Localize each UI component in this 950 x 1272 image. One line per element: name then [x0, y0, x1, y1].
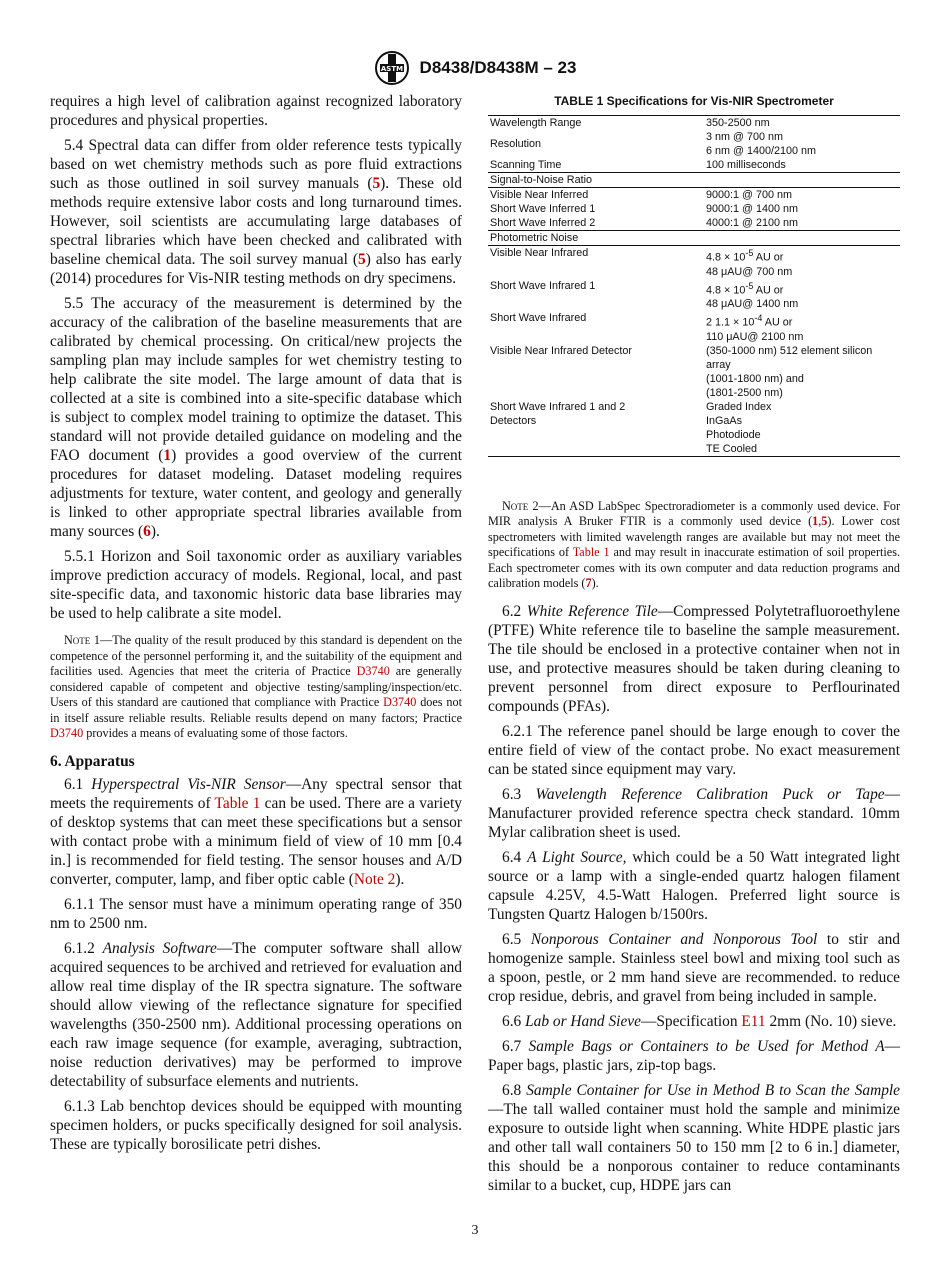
table-1-link[interactable]: Table 1 — [572, 545, 610, 560]
reference-link[interactable]: 5 — [821, 514, 828, 529]
page-number: 3 — [471, 1223, 479, 1238]
note-2: Note 2—An ASD LabSpec Spectroradiometer is a commonly used device. For MIR analysis A Bruker FTIR is a commonly used device (1,5). Lower cost spectrometers with limited wavelength ranges are available but may not meet the specifications of Table 1 and may result in inaccurate estimation of soil properties. Each spectrometer comes with its own computer and data reduction programs and calibration models (7). — [488, 498, 901, 591]
reference-link[interactable]: 7 — [585, 576, 592, 591]
table-row: Wavelength Range 350-2500 nm — [488, 116, 900, 131]
table-row: Scanning Time 100 milliseconds — [490, 159, 786, 171]
paragraph-6-7: 6.7 Sample Bags or Containers to be Used for Method A—Paper bags, plastic jars, zip-top bags. — [488, 1037, 900, 1074]
paragraph-6-6: 6.6 Lab or Hand Sieve—Specification E11 2mm (No. 10) sieve. — [502, 1012, 897, 1030]
table-row: Photometric Noise — [488, 231, 900, 246]
table-row: Signal-to-Noise Ratio — [488, 173, 900, 188]
reference-link[interactable]: 1 — [163, 447, 172, 464]
table-title: TABLE 1 Specifications for Vis-NIR Spectrometer — [554, 94, 834, 108]
paragraph-6-2: 6.2 White Reference Tile—Compressed Polytetrafluoroethylene (PTFE) White reference tile to baseline the sample measurement. The tile should be enclosed in a protective container when not in use, and protective measures should be taken during cleaning to prevent personnel from direct exposure to Perflourinated compounds (PFAs). — [488, 602, 900, 715]
right-column — [488, 92, 900, 1201]
reference-link[interactable]: 1 — [812, 514, 819, 529]
standard-link-e11[interactable]: E11 — [741, 1012, 766, 1030]
paragraph-5-5-1: 5.5.1 Horizon and Soil taxonomic order as auxiliary variables improve prediction accuracy of models. Regional, local, and past site-specific data, and taxonomic historic data base libraries may be used to help calibrate a site model. — [50, 548, 462, 622]
note-2-link[interactable]: Note 2 — [353, 870, 396, 888]
reference-link[interactable]: 5 — [372, 175, 381, 192]
table-row: Short Wave Inferred 1 9000:1 @ 1400 nm — [490, 203, 799, 215]
table-row: Short Wave Infrared 1 and 2 Detectors Graded Index InGaAs Photodiode TE Cooled — [488, 400, 900, 457]
standard-link-d3740[interactable]: D3740 — [356, 664, 390, 678]
standard-link-d3740[interactable]: D3740 — [383, 695, 417, 709]
paragraph-5-3-continued: requires a high level of calibration against recognized laboratory procedures and physical properties. — [50, 93, 462, 129]
left-column — [50, 92, 462, 1160]
table-row: Short Wave Infrared 1 $4.8 \times 10^{-5}$ AU or 48 μAU@ 1400 nm — [490, 279, 799, 311]
paragraph-6-1-3: 6.1.3 Lab benchtop devices should be equipped with mounting specimen holders, or pucks specifically designed for soil analysis. These are typically borosilicate petri dishes. — [50, 1097, 462, 1153]
paragraph-6-1: 6.1 Hyperspectral Vis-NIR Sensor—Any spectral sensor that meets the requirements of Table 1 can be used. There are a variety of desktop systems that can meet these specifications but a sensor with contact probe with a minimum field of view of 10 mm [0.4 in.] is recommended for field testing. The sensor houses and A/D converter, computer, lamp, and fiber optic cable (Note 2). — [50, 775, 462, 888]
reference-link[interactable]: 6 — [143, 523, 151, 540]
paragraph-5-5: 5.5 The accuracy of the measurement is determined by the accuracy of the calibration of the baseline measurements that are calibrated by chemical processing. On critical/new projects the sampling plan may include samples for wet chemistry testing to help calibrate the site model. The large amount of data that is collected at a site is combined into a site-specific database which is subject to complex model training to optimize the dataset. This standard will not provide detailed guidance on modeling and the FAO document (1) provides a good overview of the current procedures for dataset modeling. Dataset modeling requires adjustments for texture, water content, and geology and generally is linked to other appropriate spectral libraries available from many sources (6). — [50, 295, 462, 540]
paragraph-5-4: 5.4 Spectral data can differ from older reference tests typically based on wet chemistry methods such as pore fluid extractions such as those outlined in soil survey manuals (5). These old methods require extensive labor costs and long turnaround times. However, soil scientists are accumulating large databases of spectral libraries which have been checked and calibrated with baseline chemical data. The soil survey manual (5) also has early (2014) procedures for Vis-NIR testing methods on dry specimens. — [50, 137, 462, 287]
standard-link-d3740[interactable]: D3740 — [50, 726, 84, 740]
table-row: Visible Near Inferred 9000:1 @ 700 nm — [488, 188, 900, 203]
table-row: Visible Near Infrared Detector (350-1000 nm) 512 element silicon array (1001-1800 nm) and (1801-2500 nm) — [490, 344, 873, 399]
table-row: Resolution 3 nm @ 700 nm 6 nm @ 1400/2100 nm — [490, 131, 816, 157]
section-heading-apparatus: 6. Apparatus — [50, 752, 135, 770]
paragraph-6-3: 6.3 Wavelength Reference Calibration Puck or Tape—Manufacturer provided reference spectra check standard. 10mm Mylar calibration sheet is used. — [488, 785, 900, 841]
table-row: Visible Near Infrared $4.8 \times 10^{-5}$ AU or 48 μAU@ 700 nm — [488, 246, 900, 279]
paragraph-6-8: 6.8 Sample Container for Use in Method B to Scan the Sample—The tall walled container must hold the sample and minimize exposure to outside light when scanning. White HDPE plastic jars and other tall wall containers 50 to 150 mm [2 to 6 in.] diameter, this should be a nonporous container to reduce contaminants similar to a bucket, cup, HDPE jars can — [488, 1081, 900, 1194]
document-designation: D8438/D8438M – 23 — [419, 58, 577, 77]
note-1: Note 1—The quality of the result produced by this standard is dependent on the competence of the personnel performing it, and the suitability of the equipment and facilities used. Agencies that meet the criteria of Practice D3740 are generally considered capable of competent and objective testing/sampling/inspection/etc. Users of this standard are cautioned that compliance with Practice D3740 does not in itself assure reliable results. Reliable results depend on many factors; Practice D3740 provides a means of evaluating some of those factors. — [50, 633, 463, 740]
table-row: Short Wave Inferred 2 4000:1 @ 2100 nm — [490, 217, 799, 229]
table-row: Short Wave Infrared 2 $1.1 \times 10^{-4}$ AU or 110 μAU@ 2100 nm — [490, 312, 804, 343]
spec-table — [488, 115, 900, 457]
reference-link[interactable]: 5 — [358, 251, 366, 268]
paragraph-6-1-1: 6.1.1 The sensor must have a minimum operating range of 350 nm to 2500 nm. — [50, 895, 462, 932]
paragraph-6-5: 6.5 Nonporous Container and Nonporous Tool to stir and homogenize sample. Stainless steel bowl and mixing tool such as a spoon, pestle, or 2 mm hand sieve are recommended. to reduce crop residue, debris, and gravel from being included in sample. — [488, 930, 901, 1005]
paragraph-6-4: 6.4 A Light Source, which could be a 50 Watt integrated light source or a lamp with a single-ended quartz halogen filament capsule 4.25V, 4.5-Watt Halogen. Preferred light source is Tungsten Quartz Halogen b/1500rs. — [488, 848, 900, 923]
paragraph-6-2-1: 6.2.1 The reference panel should be large enough to cover the entire field of view of the contact probe. No exact measurement can be stated since equipment may vary. — [488, 722, 900, 778]
table-1-link[interactable]: Table 1 — [214, 794, 261, 812]
page-header — [0, 50, 950, 86]
astm-logo-text: ASTM — [380, 65, 403, 73]
astm-logo-icon — [374, 50, 410, 86]
paragraph-6-1-2: 6.1.2 Analysis Software—The computer software shall allow acquired sequences to be archived and retrieved for evaluation and allow real time display of the IR spectra signature. The software should allow viewing of the reflectance signature for specified wavelengths (350-2500 nm). Additional processing operations on each raw image sequence (for example, averaging, subtraction, noise reduction derivatives) may be performed to improve detectability of subsurface elements and nutrients. — [50, 939, 462, 1090]
